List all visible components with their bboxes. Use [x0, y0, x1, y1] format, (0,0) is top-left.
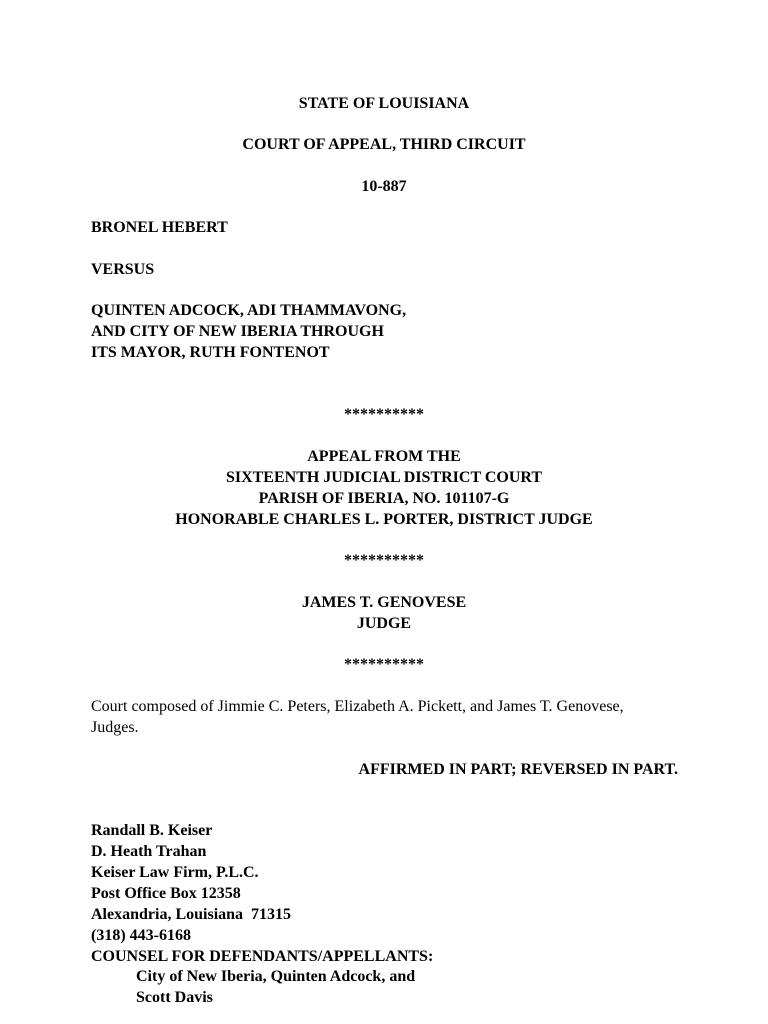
defendants-line: AND CITY OF NEW IBERIA THROUGH — [91, 323, 384, 340]
appeal-line: PARISH OF IBERIA, NO. 101107-G — [258, 490, 510, 507]
plaintiff-name: BRONEL HEBERT — [91, 219, 228, 236]
author-name: JAMES T. GENOVESE — [301, 594, 467, 611]
separator-asterisks: ********** — [344, 406, 424, 423]
state-heading: STATE OF LOUISIANA — [298, 95, 470, 112]
separator-asterisks: ********** — [344, 656, 424, 673]
appeal-line: APPEAL FROM THE — [307, 448, 461, 465]
defendants-line: QUINTEN ADCOCK, ADI THAMMAVONG, — [91, 302, 407, 319]
counsel-client: Scott Davis — [136, 989, 213, 1006]
defendants-line: ITS MAYOR, RUTH FONTENOT — [91, 344, 330, 361]
counsel-line: D. Heath Trahan — [91, 843, 207, 860]
counsel-role: COUNSEL FOR DEFENDANTS/APPELLANTS: — [91, 948, 434, 965]
versus-label: VERSUS — [91, 261, 155, 278]
court-heading: COURT OF APPEAL, THIRD CIRCUIT — [242, 136, 526, 153]
appeal-line: SIXTEENTH JUDICIAL DISTRICT COURT — [225, 469, 543, 486]
counsel-client: City of New Iberia, Quinten Adcock, and — [136, 968, 416, 985]
court-composition-line: Judges. — [91, 719, 139, 736]
author-title: JUDGE — [356, 615, 412, 632]
appeal-line: HONORABLE CHARLES L. PORTER, DISTRICT JUDGE — [175, 511, 593, 528]
counsel-line: Alexandria, Louisiana 71315 — [91, 906, 292, 923]
docket-number: 10-887 — [361, 178, 407, 195]
court-composition-line: Court composed of Jimmie C. Peters, Elizabeth A. Pickett, and James T. Genovese, — [91, 698, 624, 715]
separator-asterisks: ********** — [344, 552, 424, 569]
counsel-line: Post Office Box 12358 — [91, 885, 241, 902]
counsel-line: Randall B. Keiser — [91, 822, 213, 839]
counsel-line: Keiser Law Firm, P.L.C. — [91, 864, 259, 881]
disposition: AFFIRMED IN PART; REVERSED IN PART. — [358, 761, 678, 778]
counsel-line: (318) 443-6168 — [91, 927, 191, 944]
